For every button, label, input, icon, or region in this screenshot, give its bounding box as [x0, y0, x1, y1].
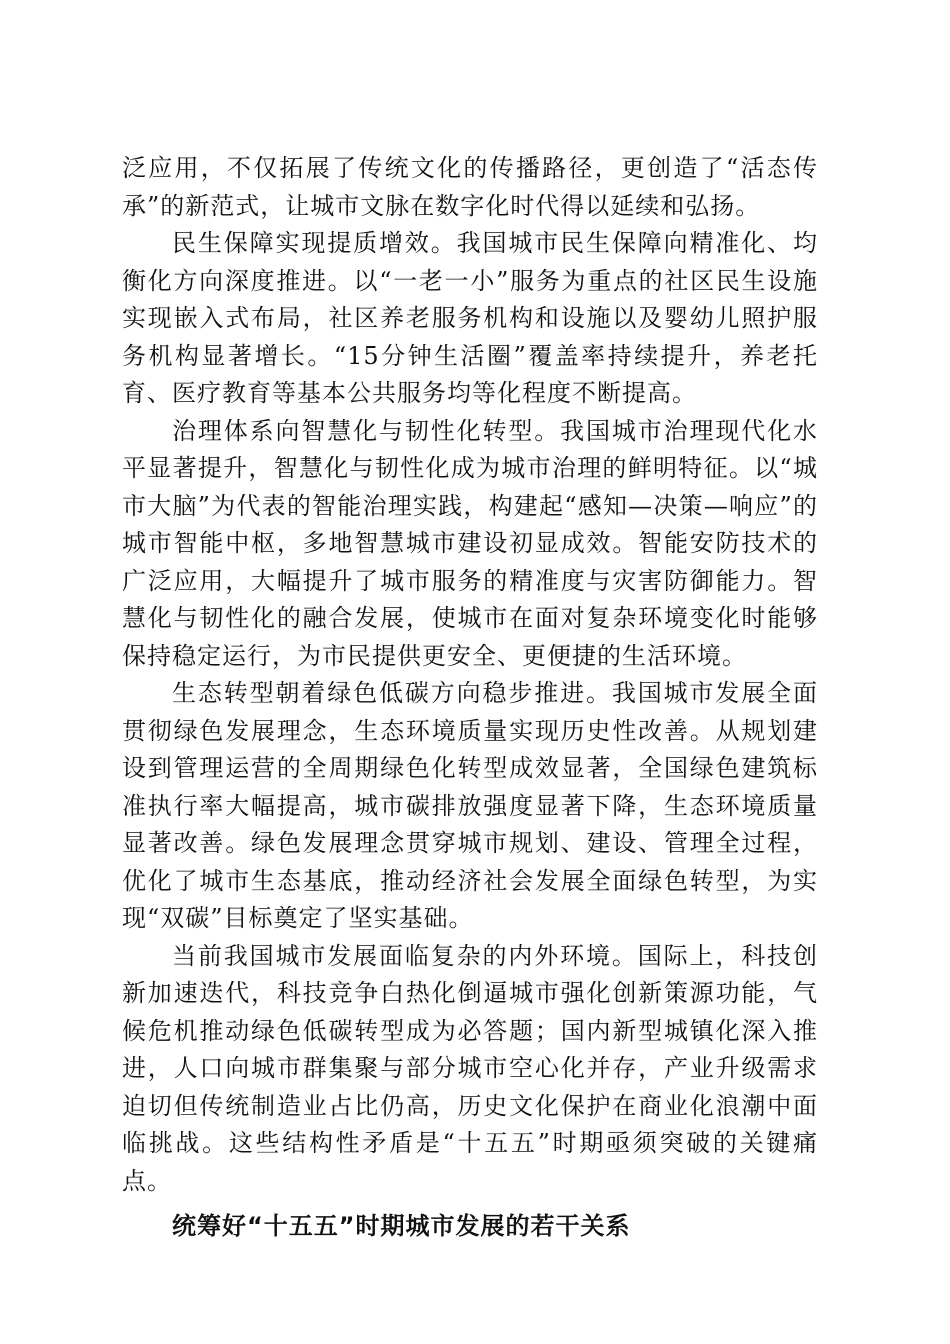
- section-heading: 统筹好“十五五”时期城市发展的若干关系: [172, 1212, 631, 1240]
- paragraph-environment: 当前我国城市发展面临复杂的内外环境。国际上，科技创新加速迭代，科技竞争白热化倒逼城市强化创新策源功能，气候危机推动绿色低碳转型成为必答题；国内新型城镇化深入推进，人口向城市群集聚与部分城市空心化并存，产业升级需求迫切但传统制造业占比仍高，历史文化保护在商业化浪潮中面临挑战。这些结构性矛盾是“十五五”时期亟须突破的关键痛点。: [122, 941, 818, 1195]
- paragraph-ecology: 生态转型朝着绿色低碳方向稳步推进。我国城市发展全面贯彻绿色发展理念，生态环境质量实现历史性改善。从规划建设到管理运营的全周期绿色化转型成效显著，全国绿色建筑标准执行率大幅提高，城市碳排放强度显著下降，生态环境质量显著改善。绿色发展理念贯穿城市规划、建设、管理全过程，优化了城市生态基底，推动经济社会发展全面绿色转型，为实现“双碳”目标奠定了坚实基础。: [122, 679, 818, 932]
- paragraph-continuation: 泛应用，不仅拓展了传统文化的传播路径，更创造了“活态传承”的新范式，让城市文脉在数字化时代得以延续和弘扬。: [122, 154, 818, 220]
- paragraph-livelihood: 民生保障实现提质增效。我国城市民生保障向精准化、均衡化方向深度推进。以“一老一小”服务为重点的社区民生设施实现嵌入式布局，社区养老服务机构和设施以及婴幼儿照护服务机构显著增长。“15分钟生活圈”覆盖率持续提升，养老托育、医疗教育等基本公共服务均等化程度不断提高。: [122, 229, 818, 407]
- paragraph-governance: 治理体系向智慧化与韧性化转型。我国城市治理现代化水平显著提升，智慧化与韧性化成为城市治理的鲜明特征。以“城市大脑”为代表的智能治理实践，构建起“感知—决策—响应”的城市智能中枢，多地智慧城市建设初显成效。智能安防技术的广泛应用，大幅提升了城市服务的精准度与灾害防御能力。智慧化与韧性化的融合发展，使城市在面对复杂环境变化时能够保持稳定运行，为市民提供更安全、更便捷的生活环境。: [122, 416, 818, 670]
